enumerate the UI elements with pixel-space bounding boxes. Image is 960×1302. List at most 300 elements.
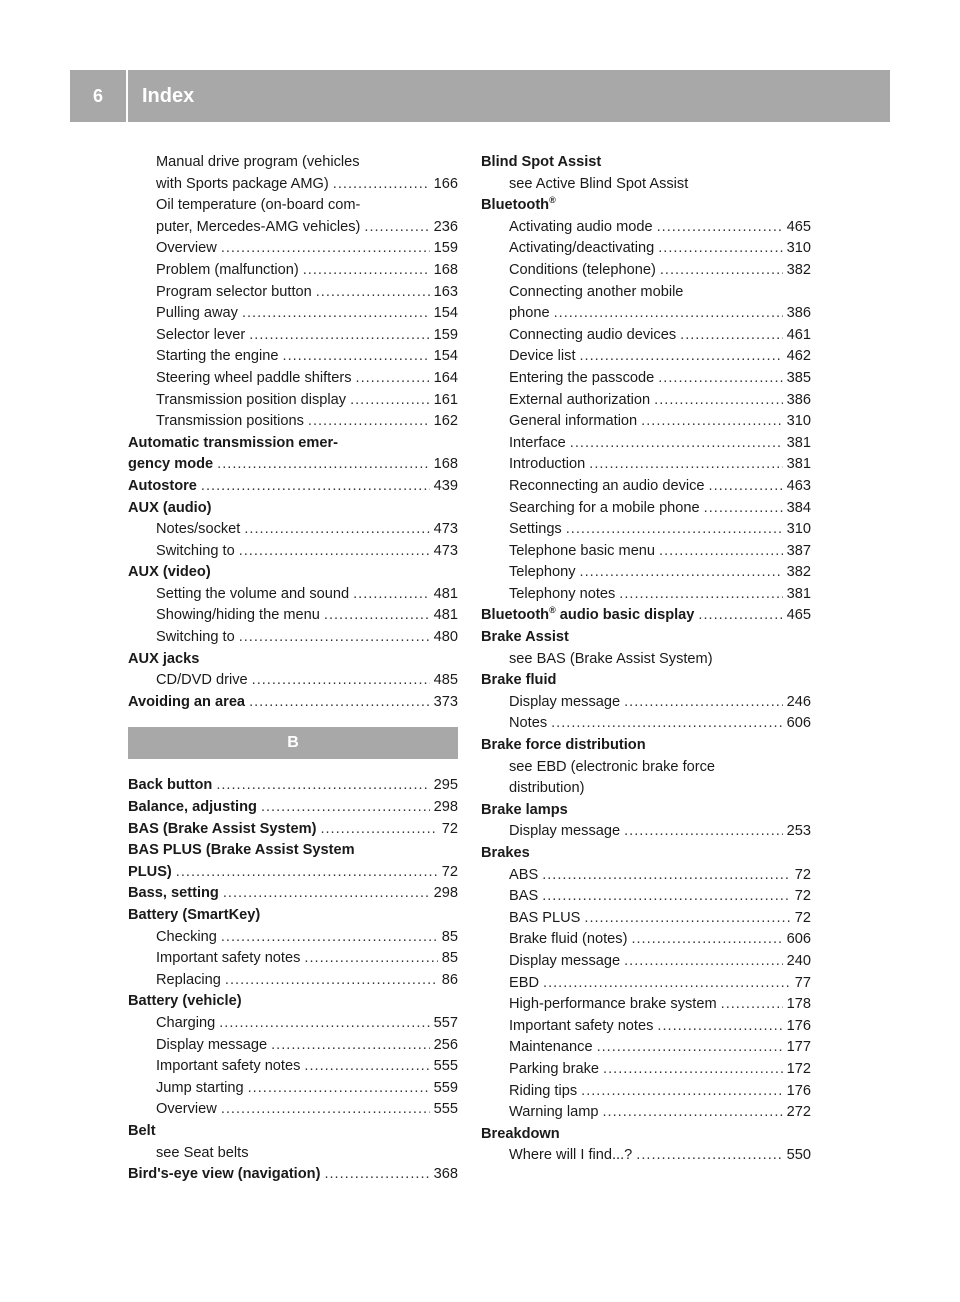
dot-leader xyxy=(542,865,791,887)
index-entry xyxy=(481,692,811,714)
dot-leader xyxy=(239,627,430,649)
dot-leader xyxy=(217,454,429,476)
page-ref: 178 xyxy=(786,996,811,1013)
index-entry xyxy=(128,927,458,949)
page-ref: 176 xyxy=(786,1017,811,1034)
dot-leader xyxy=(542,886,791,908)
page-ref: 85 xyxy=(441,950,458,967)
entry-label: Jump starting xyxy=(156,1079,244,1096)
dot-leader xyxy=(624,821,783,843)
entry-text xyxy=(128,842,355,858)
page-ref: 295 xyxy=(433,777,458,794)
index-entry xyxy=(128,775,458,797)
index-entry xyxy=(128,883,458,905)
entry-text xyxy=(156,584,349,606)
entry-label: Oil temperature (on-board com- xyxy=(156,197,361,214)
entry-text xyxy=(509,759,715,775)
entry-text xyxy=(509,260,656,282)
page-ref: 272 xyxy=(786,1104,811,1121)
dot-leader xyxy=(589,454,782,476)
registered-mark: ® xyxy=(549,605,556,616)
section-letter-heading: B xyxy=(128,727,458,759)
page-ref: 368 xyxy=(433,1166,458,1183)
index-entry xyxy=(481,670,811,692)
entry-text xyxy=(509,433,566,455)
entry-label: Breakdown xyxy=(481,1125,560,1142)
entry-label: see Active Blind Spot Assist xyxy=(509,175,689,192)
index-entry xyxy=(481,325,811,347)
entry-text xyxy=(509,476,705,498)
entry-label: Activating audio mode xyxy=(509,218,653,235)
entry-label: Switching to xyxy=(156,542,235,559)
page-ref: 298 xyxy=(433,885,458,902)
entry-label: Bass, setting xyxy=(128,885,219,902)
index-entry xyxy=(481,217,811,239)
dot-leader xyxy=(242,303,430,325)
entry-text xyxy=(156,197,360,213)
entry-text xyxy=(509,411,637,433)
entry-text xyxy=(509,951,620,973)
entry-text xyxy=(156,282,312,304)
page-ref: 381 xyxy=(786,585,811,602)
index-entry xyxy=(481,865,811,887)
page-ref: 159 xyxy=(433,326,458,343)
entry-label: Parking brake xyxy=(509,1060,600,1077)
dot-leader xyxy=(223,883,430,905)
entry-text xyxy=(128,476,197,498)
entry-label: Riding tips xyxy=(509,1082,578,1099)
entry-text xyxy=(509,780,584,796)
index-entry xyxy=(481,605,811,627)
entry-text xyxy=(156,1035,267,1057)
entry-label: gency mode xyxy=(128,456,214,473)
entry-label: Bluetooth xyxy=(481,607,550,624)
page-ref: 172 xyxy=(786,1060,811,1077)
dot-leader xyxy=(303,260,430,282)
dot-leader xyxy=(624,692,783,714)
index-entry xyxy=(128,519,458,541)
page-ref: 236 xyxy=(433,218,458,235)
entry-label: PLUS) xyxy=(128,863,172,880)
entry-text xyxy=(128,1123,156,1139)
entry-text xyxy=(509,886,538,908)
entry-label: Reconnecting an audio device xyxy=(509,477,705,494)
entry-text xyxy=(156,303,238,325)
entry-label: puter, Mercedes-AMG vehicles) xyxy=(156,218,361,235)
entry-label: Device list xyxy=(509,348,576,365)
entry-label: Introduction xyxy=(509,456,586,473)
entry-text xyxy=(128,692,245,714)
page-ref: 164 xyxy=(433,369,458,386)
entry-text xyxy=(481,845,530,861)
index-entry xyxy=(481,951,811,973)
index-entry xyxy=(481,454,811,476)
index-entry xyxy=(481,368,811,390)
page-ref: 606 xyxy=(786,715,811,732)
index-entry xyxy=(481,886,811,908)
dot-leader xyxy=(308,411,430,433)
entry-label: Belt xyxy=(128,1122,156,1139)
index-entry xyxy=(128,303,458,325)
entry-label: Where will I find...? xyxy=(509,1147,633,1164)
index-entry xyxy=(481,757,811,779)
entry-text xyxy=(156,670,248,692)
entry-label: Important safety notes xyxy=(156,950,301,967)
page-ref: 310 xyxy=(786,413,811,430)
entry-text xyxy=(509,346,576,368)
page-ref: 462 xyxy=(786,348,811,365)
index-entry xyxy=(481,1037,811,1059)
dot-leader xyxy=(654,390,782,412)
entry-label: Important safety notes xyxy=(156,1058,301,1075)
dot-leader xyxy=(201,476,430,498)
index-entry xyxy=(481,303,811,325)
index-entry xyxy=(128,797,458,819)
dot-leader xyxy=(304,948,437,970)
entry-text xyxy=(128,435,338,451)
dot-leader xyxy=(304,1056,429,1078)
entry-text xyxy=(128,651,199,667)
entry-label: Maintenance xyxy=(509,1039,593,1056)
entry-label: Display message xyxy=(509,952,621,969)
dot-leader xyxy=(333,174,430,196)
entry-text xyxy=(156,260,299,282)
dot-leader xyxy=(704,498,783,520)
entry-label: Bluetooth xyxy=(481,197,550,214)
entry-label: see Seat belts xyxy=(156,1144,249,1161)
page-ref: 439 xyxy=(433,477,458,494)
dot-leader xyxy=(350,390,430,412)
entry-label: Checking xyxy=(156,928,217,945)
dot-leader xyxy=(320,819,437,841)
entry-label: Settings xyxy=(509,521,562,538)
dot-leader xyxy=(225,970,438,992)
page-ref: 72 xyxy=(794,909,811,926)
entry-label: Overview xyxy=(156,240,217,257)
entry-text xyxy=(509,929,627,951)
dot-leader xyxy=(636,1145,782,1167)
entry-label: High-performance brake system xyxy=(509,996,717,1013)
dot-leader xyxy=(239,541,430,563)
page-ref: 154 xyxy=(433,305,458,322)
index-entry xyxy=(128,282,458,304)
entry-label: Telephony notes xyxy=(509,585,616,602)
dot-leader xyxy=(603,1059,783,1081)
entry-label: distribution) xyxy=(509,780,585,797)
dot-leader xyxy=(219,1013,429,1035)
index-entry xyxy=(128,368,458,390)
entry-label: Steering wheel paddle shifters xyxy=(156,369,352,386)
index-entry xyxy=(481,843,811,865)
entry-text xyxy=(509,454,585,476)
entry-text xyxy=(481,737,646,753)
page-number: 6 xyxy=(92,85,103,106)
dot-leader xyxy=(631,929,782,951)
entry-label: Avoiding an area xyxy=(128,693,246,710)
dot-leader xyxy=(316,282,430,304)
dot-leader xyxy=(709,476,783,498)
index-column-left xyxy=(128,152,458,1186)
index-entry xyxy=(481,627,811,649)
dot-leader xyxy=(570,433,783,455)
page-ref: 461 xyxy=(786,326,811,343)
entry-label: Conditions (telephone) xyxy=(509,261,656,278)
index-entry xyxy=(128,174,458,196)
entry-text xyxy=(156,1056,300,1078)
page-ref: 373 xyxy=(433,693,458,710)
entry-label: Starting the engine xyxy=(156,348,279,365)
entry-text xyxy=(481,672,556,688)
entry-text xyxy=(509,821,620,843)
index-entry xyxy=(481,821,811,843)
page-ref: 557 xyxy=(433,1014,458,1031)
entry-label: AUX (audio) xyxy=(128,499,212,516)
index-entry xyxy=(128,991,458,1013)
entry-label: Telephone basic menu xyxy=(509,542,656,559)
entry-text xyxy=(128,1164,320,1186)
entry-text xyxy=(156,390,346,412)
index-entry xyxy=(128,195,458,217)
entry-text xyxy=(509,994,717,1016)
index-entry xyxy=(128,498,458,520)
entry-text xyxy=(509,692,620,714)
index-entry xyxy=(481,260,811,282)
page-ref: 606 xyxy=(786,931,811,948)
index-entry xyxy=(128,692,458,714)
entry-label: Back button xyxy=(128,777,213,794)
entry-text xyxy=(128,564,211,580)
entry-text xyxy=(156,1145,249,1161)
entry-label: Telephony xyxy=(509,564,576,581)
entry-text xyxy=(128,500,212,516)
index-entry xyxy=(481,584,811,606)
dot-leader xyxy=(261,797,430,819)
entry-label: AUX (video) xyxy=(128,564,211,581)
entry-label: Brake lamps xyxy=(481,801,568,818)
page-ref: 310 xyxy=(786,240,811,257)
entry-text xyxy=(156,627,235,649)
page-ref: 256 xyxy=(433,1036,458,1053)
entry-label: Balance, adjusting xyxy=(128,799,257,816)
entry-label: Transmission positions xyxy=(156,413,304,430)
registered-mark: ® xyxy=(549,195,556,206)
entry-label: phone xyxy=(509,305,550,322)
index-entry xyxy=(128,217,458,239)
entry-text xyxy=(156,970,221,992)
index-entry xyxy=(128,152,458,174)
entry-text xyxy=(128,862,172,884)
index-entry xyxy=(128,541,458,563)
index-entry xyxy=(128,627,458,649)
entry-label: Important safety notes xyxy=(509,1017,654,1034)
entry-text xyxy=(128,797,257,819)
entry-label: Manual drive program (vehicles xyxy=(156,154,360,170)
entry-label: Display message xyxy=(509,823,621,840)
entry-label: EBD xyxy=(509,974,540,991)
page-ref: 382 xyxy=(786,261,811,278)
entry-label: Charging xyxy=(156,1014,216,1031)
dot-leader xyxy=(554,303,783,325)
index-entry xyxy=(481,519,811,541)
dot-leader xyxy=(252,670,430,692)
entry-label: Interface xyxy=(509,434,566,451)
page-ref: 382 xyxy=(786,564,811,581)
index-entry xyxy=(481,1059,811,1081)
index-entry xyxy=(128,346,458,368)
header-divider xyxy=(126,70,128,122)
index-entry xyxy=(481,411,811,433)
entry-label: Notes/socket xyxy=(156,521,241,538)
page-ref: 386 xyxy=(786,305,811,322)
dot-leader xyxy=(580,346,783,368)
page-ref: 72 xyxy=(794,888,811,905)
entry-text xyxy=(509,1102,599,1124)
dot-leader xyxy=(249,325,429,347)
index-entry xyxy=(481,174,811,196)
entry-text xyxy=(156,948,300,970)
index-entry xyxy=(481,238,811,260)
entry-text xyxy=(509,1081,577,1103)
dot-leader xyxy=(271,1035,430,1057)
page-ref: 384 xyxy=(786,499,811,516)
entry-label: Replacing xyxy=(156,971,221,988)
dot-leader xyxy=(221,238,430,260)
entry-text xyxy=(128,993,242,1009)
entry-label: Automatic transmission emer- xyxy=(128,434,339,451)
entry-text xyxy=(509,651,713,667)
entry-text xyxy=(509,908,580,930)
entry-label: Notes xyxy=(509,715,548,732)
dot-leader xyxy=(597,1037,783,1059)
dot-leader xyxy=(248,1078,430,1100)
entry-text xyxy=(509,325,676,347)
entry-label: External authorization xyxy=(509,391,651,408)
dot-leader xyxy=(680,325,783,347)
page-ref: 177 xyxy=(786,1039,811,1056)
entry-text xyxy=(156,217,360,239)
index-entry xyxy=(481,735,811,757)
dot-leader xyxy=(698,605,782,627)
entry-text xyxy=(509,284,683,300)
page-title: Index xyxy=(142,85,195,107)
index-entry xyxy=(481,433,811,455)
entry-label: with Sports package AMG) xyxy=(156,175,329,192)
index-entry xyxy=(481,649,811,671)
entry-label: Display message xyxy=(509,693,621,710)
index-entry xyxy=(481,498,811,520)
page-ref: 481 xyxy=(433,607,458,624)
index-entry xyxy=(128,840,458,862)
entry-label: Switching to xyxy=(156,629,235,646)
entry-label: Autostore xyxy=(128,477,197,494)
entry-label: Brake fluid (notes) xyxy=(509,931,628,948)
index-entry xyxy=(481,994,811,1016)
entry-text xyxy=(509,368,654,390)
entry-text xyxy=(481,1126,560,1142)
entry-text xyxy=(481,197,556,213)
dot-leader xyxy=(721,994,783,1016)
index-entry xyxy=(128,819,458,841)
entry-label: BAS PLUS xyxy=(509,909,581,926)
entry-label: BAS PLUS (Brake Assist System xyxy=(128,842,355,859)
page-ref: 555 xyxy=(433,1101,458,1118)
entry-text xyxy=(156,605,320,627)
entry-text xyxy=(156,1013,215,1035)
page-ref: 465 xyxy=(786,218,811,235)
dot-leader xyxy=(221,927,438,949)
entry-label: see EBD (electronic brake force xyxy=(509,758,716,775)
page-ref: 72 xyxy=(441,863,458,880)
dot-leader xyxy=(619,584,782,606)
dot-leader xyxy=(356,368,430,390)
entry-label: Entering the passcode xyxy=(509,369,655,386)
page-ref: 385 xyxy=(786,369,811,386)
entry-label: Searching for a mobile phone xyxy=(509,499,700,516)
entry-label: Selector lever xyxy=(156,326,246,343)
dot-leader xyxy=(324,605,430,627)
entry-text xyxy=(128,907,260,923)
entry-label: Blind Spot Assist xyxy=(481,154,602,170)
dot-leader xyxy=(543,973,791,995)
index-entry xyxy=(128,476,458,498)
page-ref: 387 xyxy=(786,542,811,559)
entry-text xyxy=(509,519,562,541)
entry-text xyxy=(128,775,212,797)
dot-leader xyxy=(624,951,783,973)
index-entry xyxy=(128,649,458,671)
entry-label: Brake force distribution xyxy=(481,737,646,754)
dot-leader xyxy=(364,217,429,239)
index-column-right xyxy=(481,152,811,1167)
index-entry xyxy=(128,1099,458,1121)
index-entry xyxy=(128,605,458,627)
index-entry xyxy=(481,1124,811,1146)
index-entry xyxy=(128,1164,458,1186)
index-entry xyxy=(481,929,811,951)
index-entry xyxy=(481,1145,811,1167)
page-ref: 162 xyxy=(433,413,458,430)
index-entry xyxy=(128,562,458,584)
entry-text xyxy=(481,802,568,818)
page-ref: 168 xyxy=(433,261,458,278)
index-entry xyxy=(481,195,811,217)
entry-text xyxy=(156,541,235,563)
entry-text xyxy=(509,562,576,584)
entry-label: see BAS (Brake Assist System) xyxy=(509,650,713,667)
index-entry xyxy=(481,562,811,584)
entry-label: BAS xyxy=(509,888,539,905)
entry-text xyxy=(156,368,352,390)
page-ref: 381 xyxy=(786,434,811,451)
entry-text xyxy=(509,238,654,260)
page-ref: 465 xyxy=(786,607,811,624)
index-entry xyxy=(128,1078,458,1100)
entry-text xyxy=(481,629,569,645)
page-ref: 161 xyxy=(433,391,458,408)
entry-text xyxy=(156,519,240,541)
entry-text xyxy=(156,1099,217,1121)
dot-leader xyxy=(580,562,783,584)
entry-text xyxy=(156,174,329,196)
dot-leader xyxy=(244,519,429,541)
index-entry xyxy=(481,152,811,174)
entry-label: General information xyxy=(509,413,638,430)
entry-text xyxy=(481,154,601,170)
dot-leader xyxy=(176,862,438,884)
entry-label: Showing/hiding the menu xyxy=(156,607,320,624)
index-entry xyxy=(128,670,458,692)
entry-label: ABS xyxy=(509,866,539,883)
